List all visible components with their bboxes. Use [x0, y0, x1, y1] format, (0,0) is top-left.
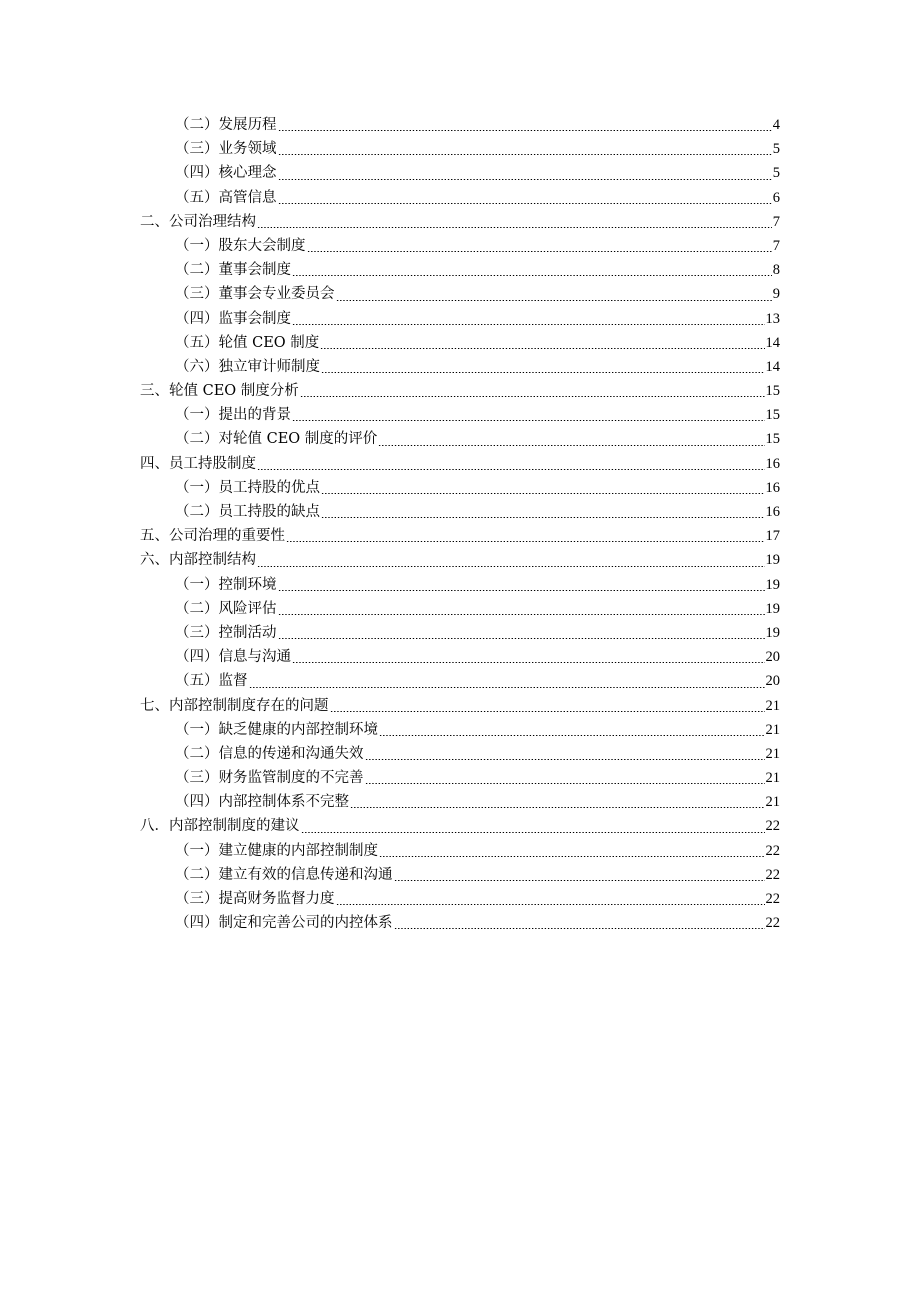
dot-leader — [365, 783, 765, 784]
toc-entry-page-number: 16 — [765, 479, 780, 496]
toc-entry[interactable] — [140, 161, 780, 185]
dot-leader — [286, 541, 765, 542]
toc-entry-title: （一）建立健康的内部控制制度 — [175, 842, 378, 859]
dot-leader — [257, 469, 765, 470]
toc-entry-page-number: 19 — [765, 624, 780, 641]
toc-entry[interactable] — [140, 548, 780, 572]
toc-entry-page-number: 17 — [765, 528, 780, 545]
toc-entry-title: （二）信息的传递和沟通失效 — [175, 745, 364, 762]
toc-entry[interactable] — [140, 742, 780, 766]
toc-entry-title: （二）董事会制度 — [175, 262, 291, 279]
toc-entry-page-number: 4 — [772, 117, 780, 133]
toc-entry-page-number: 14 — [765, 358, 780, 375]
toc-entry[interactable] — [140, 500, 780, 524]
dot-leader — [320, 348, 764, 349]
dot-leader — [300, 396, 765, 397]
toc-entry-page-number: 13 — [765, 310, 780, 327]
toc-entry-page-number: 16 — [765, 455, 780, 472]
dot-leader — [379, 856, 765, 857]
toc-entry-page-number: 22 — [765, 915, 780, 932]
toc-entry[interactable] — [140, 694, 780, 718]
toc-entry-title: （六）独立审计师制度 — [175, 358, 320, 375]
dot-leader — [278, 179, 772, 180]
toc-entry[interactable] — [140, 887, 780, 911]
toc-entry-title: （二）员工持股的缺点 — [175, 504, 320, 520]
toc-entry-title: （三）业务领域 — [175, 141, 277, 158]
table-of-contents — [140, 113, 780, 935]
toc-entry-title: （五）轮值 CEO 制度 — [175, 334, 320, 351]
toc-entry-title: 四、员工持股制度 — [140, 455, 256, 472]
toc-entry-page-number: 5 — [772, 141, 780, 158]
toc-entry-title: （三）提高财务监督力度 — [175, 891, 335, 907]
toc-entry-page-number: 5 — [772, 165, 780, 182]
dot-leader — [350, 807, 765, 808]
toc-entry[interactable] — [140, 113, 780, 137]
dot-leader — [336, 300, 772, 301]
toc-entry[interactable] — [140, 621, 780, 645]
toc-entry[interactable] — [140, 258, 780, 282]
toc-entry[interactable] — [140, 355, 780, 379]
toc-entry-title: （一）控制环境 — [175, 576, 277, 593]
dot-leader — [379, 735, 765, 736]
toc-entry-title: （三）控制活动 — [175, 624, 277, 641]
toc-entry[interactable] — [140, 403, 780, 427]
toc-entry-page-number: 7 — [772, 237, 780, 254]
toc-entry[interactable] — [140, 645, 780, 669]
toc-entry[interactable] — [140, 282, 780, 306]
dot-leader — [278, 203, 772, 204]
toc-entry[interactable] — [140, 137, 780, 161]
dot-leader — [301, 832, 765, 833]
dot-leader — [278, 154, 772, 155]
dot-leader — [394, 928, 765, 929]
dot-leader — [321, 517, 765, 518]
toc-entry-page-number: 21 — [765, 697, 780, 714]
toc-entry-page-number: 14 — [765, 334, 780, 351]
toc-entry-title: 七、内部控制制度存在的问题 — [140, 697, 329, 714]
dot-leader — [336, 904, 765, 905]
dot-leader — [321, 372, 765, 373]
dot-leader — [330, 711, 765, 712]
toc-entry-title: （四）制定和完善公司的内控体系 — [175, 915, 393, 932]
toc-entry-page-number: 20 — [765, 649, 780, 666]
toc-entry-page-number: 21 — [765, 745, 780, 762]
dot-leader — [394, 880, 765, 881]
toc-entry-title: （二）对轮值 CEO 制度的评价 — [175, 431, 378, 448]
toc-entry[interactable] — [140, 186, 780, 210]
toc-entry-title: （四）信息与沟通 — [175, 649, 291, 666]
toc-entry[interactable] — [140, 597, 780, 621]
toc-entry-title: （二）建立有效的信息传递和沟通 — [175, 866, 393, 883]
toc-entry-page-number: 22 — [765, 818, 780, 835]
toc-entry[interactable] — [140, 452, 780, 476]
toc-entry[interactable] — [140, 573, 780, 597]
toc-entry-page-number: 15 — [765, 431, 780, 448]
toc-entry[interactable] — [140, 863, 780, 887]
toc-entry-page-number: 19 — [765, 552, 780, 569]
toc-entry-title: 二、公司治理结构 — [140, 213, 256, 230]
dot-leader — [378, 445, 764, 446]
toc-entry-page-number: 7 — [772, 213, 780, 230]
toc-entry-title: （三）董事会专业委员会 — [175, 286, 335, 303]
toc-entry-title: （三）财务监管制度的不完善 — [175, 770, 364, 787]
toc-entry[interactable] — [140, 307, 780, 331]
dot-leader — [321, 493, 765, 494]
toc-entry-title: （一）缺乏健康的内部控制环境 — [175, 721, 378, 738]
toc-entry-title: （二）发展历程 — [175, 117, 277, 133]
dot-leader — [292, 662, 765, 663]
toc-entry[interactable] — [140, 379, 780, 403]
toc-entry-title: （一）股东大会制度 — [175, 237, 306, 254]
dot-leader — [365, 759, 765, 760]
toc-entry-page-number: 19 — [765, 576, 780, 593]
toc-entry-page-number: 19 — [765, 600, 780, 617]
toc-entry-page-number: 15 — [765, 383, 780, 400]
toc-entry-title: （四）内部控制体系不完整 — [175, 794, 349, 811]
toc-entry-title: （四）核心理念 — [175, 165, 277, 182]
toc-entry[interactable] — [140, 331, 780, 355]
toc-entry[interactable] — [140, 718, 780, 742]
toc-entry[interactable] — [140, 839, 780, 863]
toc-entry[interactable] — [140, 476, 780, 500]
toc-entry[interactable] — [140, 427, 780, 451]
toc-entry[interactable] — [140, 210, 780, 234]
toc-entry-page-number: 21 — [765, 721, 780, 738]
dot-leader — [278, 614, 765, 615]
toc-entry-title: （五）高管信息 — [175, 189, 277, 206]
dot-leader — [278, 130, 772, 131]
toc-entry[interactable] — [140, 234, 780, 258]
toc-entry-page-number: 6 — [772, 189, 780, 206]
toc-entry-page-number: 21 — [765, 770, 780, 787]
toc-entry[interactable] — [140, 911, 780, 935]
toc-entry-page-number: 20 — [765, 673, 780, 690]
toc-entry-title: 八．内部控制制度的建议 — [140, 818, 300, 835]
toc-entry-page-number: 8 — [772, 262, 780, 279]
toc-entry[interactable] — [140, 766, 780, 790]
toc-entry-title: 六、内部控制结构 — [140, 552, 256, 569]
dot-leader — [292, 420, 765, 421]
dot-leader — [292, 324, 765, 325]
dot-leader — [249, 687, 765, 688]
toc-entry-title: （四）监事会制度 — [175, 310, 291, 327]
toc-entry-title: （五）监督 — [175, 673, 248, 690]
toc-entry[interactable] — [140, 814, 780, 838]
toc-entry-page-number: 9 — [772, 286, 780, 303]
dot-leader — [292, 275, 772, 276]
toc-entry-page-number: 15 — [765, 407, 780, 424]
toc-entry-page-number: 22 — [765, 842, 780, 859]
toc-entry-title: （一）提出的背景 — [175, 407, 291, 424]
toc-entry-page-number: 22 — [765, 866, 780, 883]
toc-entry-title: （一）员工持股的优点 — [175, 479, 320, 496]
dot-leader — [307, 251, 772, 252]
toc-entry-page-number: 16 — [765, 504, 780, 520]
toc-entry-title: 三、轮值 CEO 制度分析 — [140, 383, 299, 400]
toc-entry[interactable] — [140, 790, 780, 814]
toc-entry-title: （二）风险评估 — [175, 600, 277, 617]
toc-entry-title: 五、公司治理的重要性 — [140, 528, 285, 545]
toc-entry-page-number: 21 — [765, 794, 780, 811]
toc-entry[interactable] — [140, 524, 780, 548]
dot-leader — [278, 638, 765, 639]
dot-leader — [257, 227, 772, 228]
dot-leader — [257, 566, 765, 567]
toc-entry[interactable] — [140, 669, 780, 693]
dot-leader — [278, 590, 765, 591]
toc-entry-page-number: 22 — [765, 891, 780, 907]
